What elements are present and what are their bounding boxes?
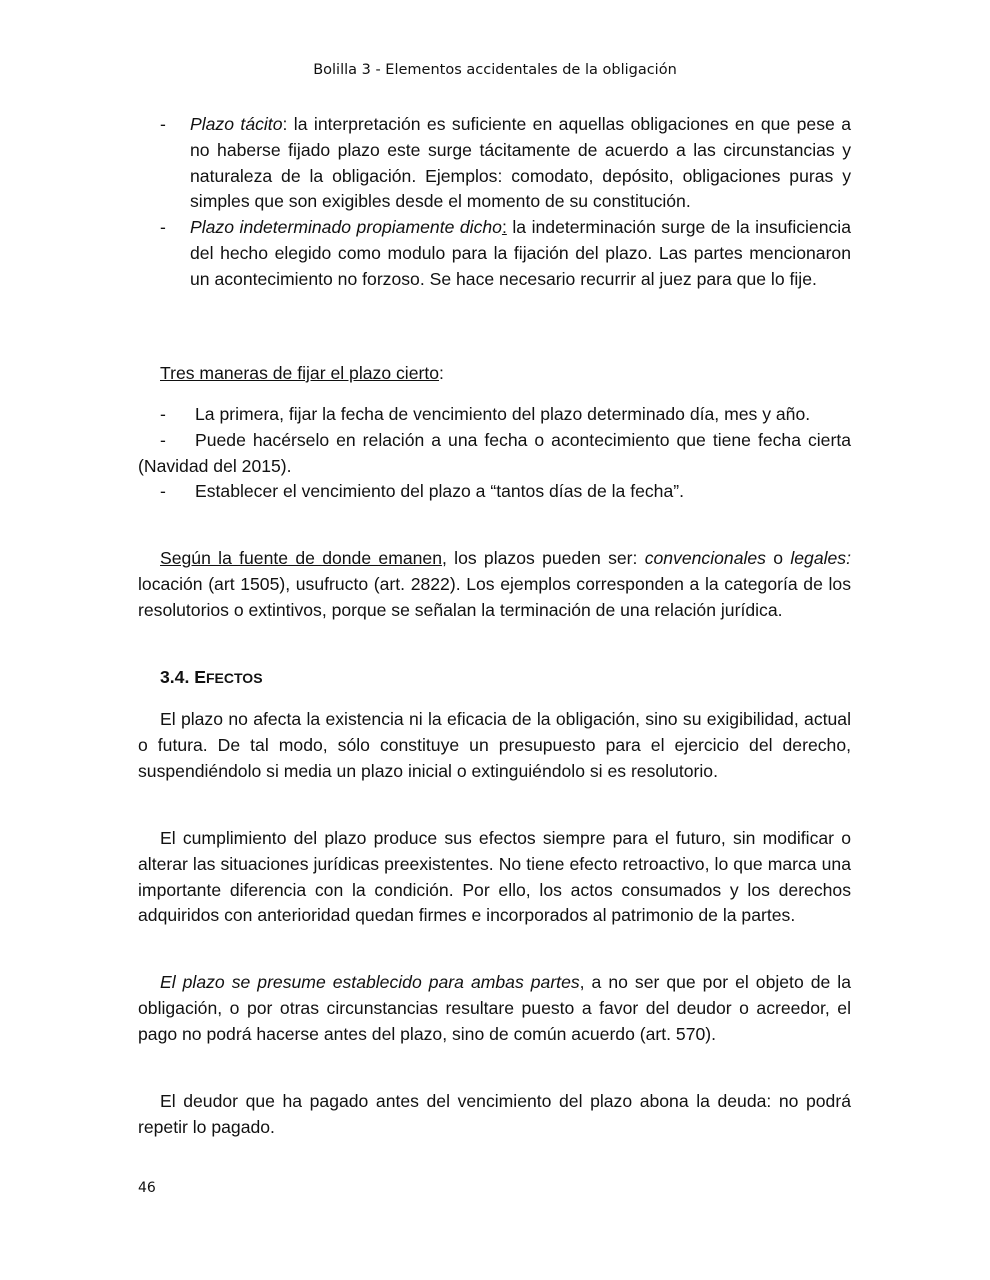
bullet-dash: - — [160, 114, 166, 134]
text: o — [765, 548, 791, 568]
section-heading — [138, 665, 851, 692]
list-item — [138, 402, 851, 428]
list-item — [138, 479, 851, 505]
list-item — [138, 428, 851, 480]
paragraph-segun-fuente — [138, 546, 851, 623]
term: Plazo tácito — [190, 114, 283, 134]
separator: : — [501, 217, 507, 238]
list-item — [138, 112, 851, 215]
text: , a no ser que por el objeto de la obligación, o por otras circunstancias resultare puesto a favor del deudor o acreedor, el pago no podrá hacerse antes del plazo, sino de común acuerdo (art. 570). — [138, 972, 851, 1044]
bullet-dash: - — [160, 404, 166, 424]
definition: la indeterminación surge de la insuficiencia del hecho elegido como modulo para la fijación del plazo. Las partes mencionaron un acontecimiento no forzoso. Se hace necesario recurrir al juez para que lo fije. — [190, 217, 851, 289]
italic-term: legales: — [790, 548, 851, 568]
paragraph: El cumplimiento del plazo produce sus efectos siempre para el futuro, sin modificar o alterar las situaciones jurídicas preexistentes. No tiene efecto retroactivo, lo que marca una importante diferencia con la condición. Por ello, los actos consumados y los derechos adquiridos con anterioridad quedan firmes e incorporados al patrimonio de la partes. — [138, 828, 851, 926]
item-text: La primera, fijar la fecha de vencimiento del plazo determinado día, mes y año. — [195, 404, 811, 424]
section-number: 3.4. — [160, 667, 190, 687]
bullet-dash: - — [160, 481, 166, 502]
underlined-text: Tres maneras de fijar el plazo cierto — [160, 363, 440, 383]
section-title-rest: FECTOS — [206, 670, 263, 686]
tres-maneras-heading — [138, 361, 851, 387]
bullet-dash: - — [160, 429, 166, 450]
item-text: Establecer el vencimiento del plazo a “tantos días de la fecha”. — [195, 481, 684, 502]
paragraph: El deudor que ha pagado antes del vencimiento del plazo abona la deuda: no podrá repetir lo pagado. — [138, 1091, 851, 1137]
bullet-list-plazo-types — [138, 112, 851, 293]
separator: : — [282, 114, 288, 134]
bullet-dash: - — [160, 217, 166, 238]
page-number: 46 — [138, 1180, 156, 1196]
list-item — [138, 215, 851, 292]
underlined-text: Según la fuente de donde emanen — [160, 548, 442, 568]
text: , los plazos pueden ser: — [441, 548, 645, 568]
page-header: Bolilla 3 - Elementos accidentales de la obligación — [313, 62, 677, 78]
definition: la interpretación es suficiente en aquellas obligaciones en que pese a no haberse fijado plazo este surge tácitamente de acuerdo a las circunstancias y naturaleza de la obligación. Ejemplos: comodato, depósito, obligaciones puras y simples que son exigibles desde el momento de su constitución. — [190, 114, 851, 212]
ways-list — [138, 402, 851, 505]
paragraph-presume — [138, 970, 851, 1047]
italic-text: El plazo se presume establecido para ambas partes — [160, 972, 580, 992]
italic-term: convencionales — [644, 548, 766, 568]
colon: : — [439, 363, 444, 383]
term: Plazo indeterminado propiamente dicho — [190, 217, 502, 238]
paragraph: El plazo no afecta la existencia ni la eficacia de la obligación, sino su exigibilidad, actual o futura. De tal modo, sólo constituye un presupuesto para el ejercicio del derecho, suspendiéndolo si media un plazo inicial o extinguiéndolo si es resolutorio. — [138, 709, 851, 781]
item-text: Puede hacérselo en relación a una fecha o acontecimiento que tiene fecha cierta (Navidad del 2015). — [138, 429, 851, 476]
text: locación (art 1505), usufructo (art. 2822). Los ejemplos corresponden a la categoría de los resolutorios o extintivos, porque se señalan la terminación de una relación jurídica. — [138, 573, 851, 620]
section-title-initial: E — [194, 667, 206, 687]
